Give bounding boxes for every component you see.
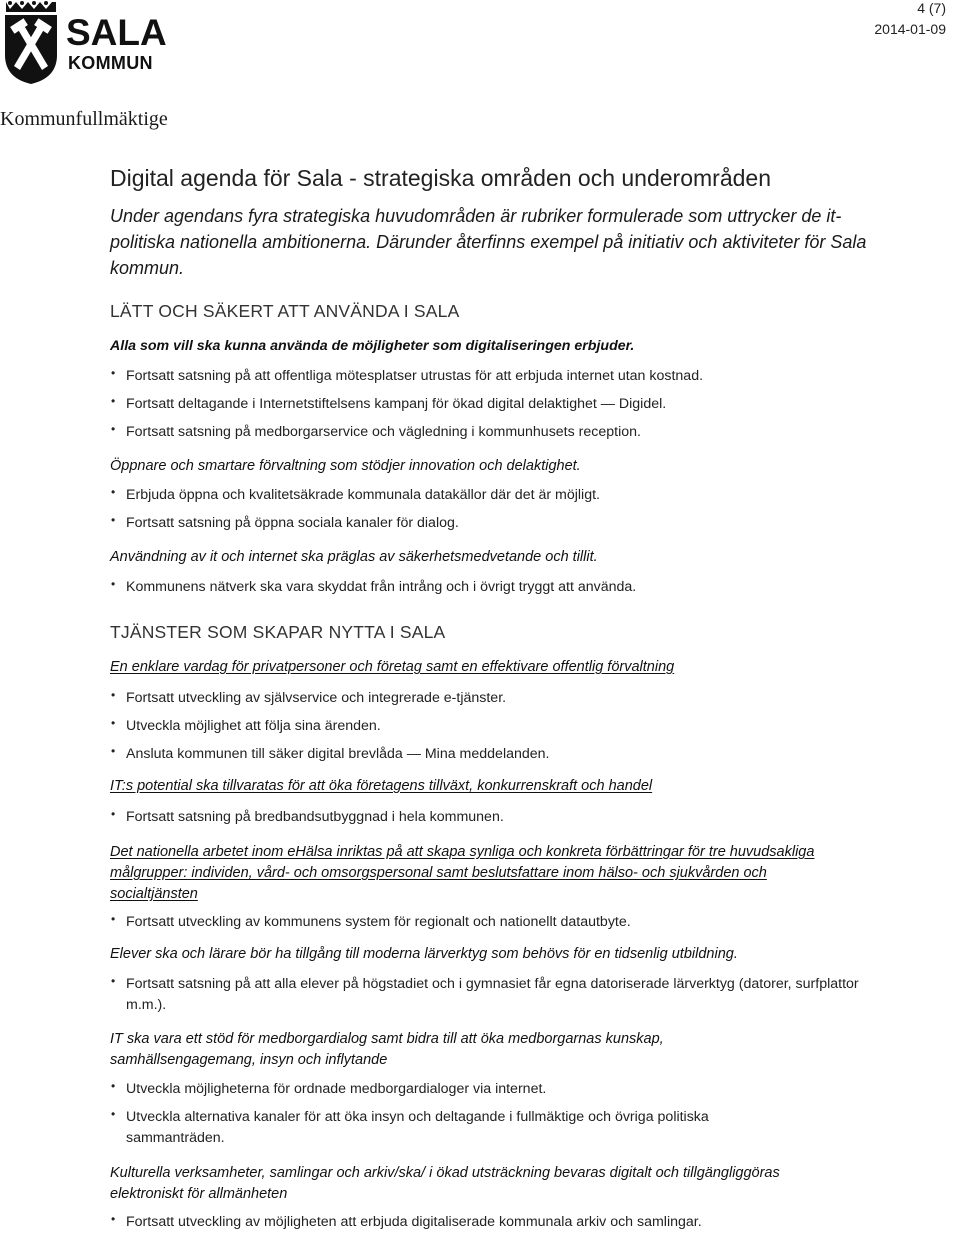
list-item: • Erbjuda öppna och kvalitetsäkrade kommunala datakällor där det är möjligt. xyxy=(111,485,600,503)
bullet-icon: • xyxy=(111,1212,116,1226)
bullet-icon: • xyxy=(111,1079,116,1093)
bullet-icon: • xyxy=(111,716,116,730)
subheading: Elever ska och lärare bör ha tillgång till moderna lärverktyg som behövs för en tidsenlig utbildning. xyxy=(110,946,738,962)
list-item: • Fortsatt deltagande i Internetstiftelsens kampanj för ökad digital delaktighet — Digidel. xyxy=(111,394,667,412)
subheading: Användning av it och internet ska präglas av säkerhetsmedvetande och tillit. xyxy=(110,549,598,565)
bullet-icon: • xyxy=(111,366,116,380)
section-heading: TJÄNSTER SOM SKAPAR NYTTA I SALA xyxy=(110,622,446,642)
bullet-icon: • xyxy=(111,422,116,436)
logo-subname: KOMMUN xyxy=(68,53,153,73)
subheading: En enklare vardag för privatpersoner och företag samt en effektivare offentlig förvaltning xyxy=(110,659,675,675)
bullet-icon: • xyxy=(111,513,116,527)
document-title: Digital agenda för Sala - strategiska områden och underområden xyxy=(110,165,771,191)
list-item: • Fortsatt utveckling av kommunens system för regionalt och nationellt datautbyte. xyxy=(111,912,631,930)
subheading: Alla som vill ska kunna använda de möjligheter som digitaliseringen erbjuder. xyxy=(110,338,635,354)
sala-coat-of-arms-icon xyxy=(2,0,62,86)
bullet-icon: • xyxy=(111,807,116,821)
bullet-icon: • xyxy=(111,1107,116,1121)
subheading: IT:s potential ska tillvaratas för att öka företagens tillväxt, konkurrenskraft och handel xyxy=(110,778,653,794)
list-item: • Fortsatt utveckling av självservice och integrerade e-tjänster. xyxy=(111,688,507,706)
bullet-icon: • xyxy=(111,688,116,702)
list-item: • Ansluta kommunen till säker digital brevlåda — Mina meddelanden. xyxy=(111,744,550,762)
intro-paragraph: Under agendans fyra strategiska huvudområden är rubriker formulerade som uttrycker de it-politiska nationella ambitionerna. Därunder återfinns exempel på initiativ och aktiviteter för Sala kommun. xyxy=(110,206,867,278)
list-item: • Fortsatt satsning på att offentliga mötesplatser utrustas för att erbjuda internet utan kostnad. xyxy=(111,366,704,384)
list-item: • Fortsatt satsning på att alla elever på högstadiet och i gymnasiet får egna datoriserade lärverktyg (datorer, surfplattor m.m.). xyxy=(111,974,859,1013)
list-item: • Fortsatt satsning på medborgarservice och vägledning i kommunhusets reception. xyxy=(111,422,641,440)
document-owner: Kommunfullmäktige xyxy=(0,108,168,130)
list-item: • Fortsatt utveckling av möjligheten att erbjuda digitaliserade kommunala arkiv och samlingar. xyxy=(111,1212,702,1230)
bullet-icon: • xyxy=(111,394,116,408)
subheading: Det nationella arbetet inom eHälsa inriktas på att skapa synliga och konkreta förbättringar för tre huvudsakliga målgrupper: individen, vård- och omsorgspersonal samt beslutsfattare inom hälso- och sjukvården och socialtjänsten xyxy=(110,844,815,902)
logo-name: SALA xyxy=(66,12,167,53)
bullet-icon: • xyxy=(111,577,116,591)
subheading: Kulturella verksamheter, samlingar och arkiv/ska/ i ökad utsträckning bevaras digitalt och tillgängliggöras elektroniskt för allmänheten xyxy=(110,1165,780,1202)
document-date: 2014-01-09 xyxy=(874,21,946,37)
subheading: IT ska vara ett stöd för medborgardialog samt bidra till att öka medborgarnas kunskap, samhällsengagemang, insyn och inflytande xyxy=(110,1031,664,1068)
list-item: • Fortsatt satsning på bredbandsutbyggnad i hela kommunen. xyxy=(111,807,504,825)
list-item: • Utveckla alternativa kanaler för att öka insyn och deltagande i fullmäktige och övriga politiska sammanträden. xyxy=(111,1107,709,1146)
list-item: • Kommunens nätverk ska vara skyddat från intrång och i övrigt tryggt att använda. xyxy=(111,577,637,595)
section-heading: LÄTT OCH SÄKERT ATT ANVÄNDA I SALA xyxy=(110,301,460,321)
logo xyxy=(2,0,167,86)
list-item: • Utveckla möjlighet att följa sina ärenden. xyxy=(111,716,381,734)
bullet-icon: • xyxy=(111,974,116,988)
list-item: • Utveckla möjligheterna för ordnade medborgardialoger via internet. xyxy=(111,1079,547,1097)
bullet-icon: • xyxy=(111,744,116,758)
subheading: Öppnare och smartare förvaltning som stödjer innovation och delaktighet. xyxy=(110,458,581,474)
list-item: • Fortsatt satsning på öppna sociala kanaler för dialog. xyxy=(111,513,459,531)
bullet-icon: • xyxy=(111,912,116,926)
bullet-icon: • xyxy=(111,485,116,499)
page-number: 4 (7) xyxy=(917,0,946,16)
